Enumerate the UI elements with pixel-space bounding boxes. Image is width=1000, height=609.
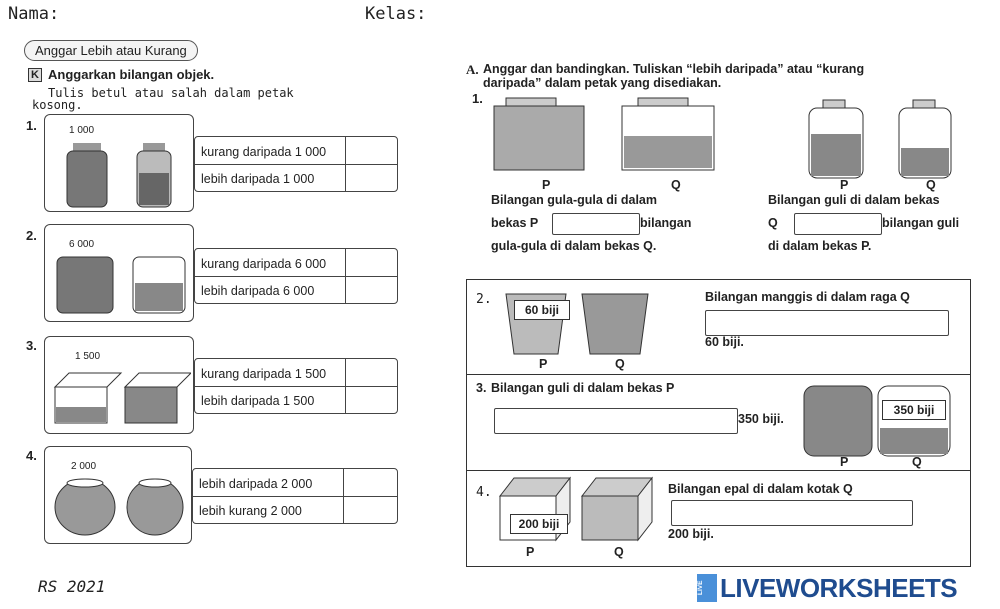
left-q3-number: 3.	[26, 338, 37, 353]
right-q4-number: 4.	[476, 485, 492, 500]
left-q1-answer2[interactable]	[347, 166, 395, 190]
left-q4-row1: lebih daripada 2 000	[199, 477, 313, 491]
right-q4-tail: 200 biji.	[668, 527, 714, 541]
containers-icon	[53, 253, 193, 317]
left-q1-row1: kurang daripada 1 000	[201, 145, 327, 159]
left-q3-row2: lebih daripada 1 500	[201, 394, 315, 408]
right-q1b-line3: di dalam bekas P.	[768, 239, 872, 253]
name-label: Nama:	[8, 4, 60, 24]
right-q1b-line2-post: bilangan guli	[882, 216, 960, 230]
right-q4-p: P	[526, 545, 535, 559]
left-q4-amount: 2 000	[71, 461, 97, 472]
right-q1b-q: Q	[926, 178, 936, 192]
left-q2-answer1[interactable]	[347, 251, 395, 275]
right-q1-number: 1.	[472, 91, 483, 106]
right-q2-p: P	[539, 357, 548, 371]
left-q1-picture	[44, 114, 194, 212]
right-q1a-q: Q	[671, 178, 681, 192]
right-q1a-line2-pre: bekas P	[491, 216, 539, 230]
baskets-icon	[500, 288, 660, 358]
right-q1a-line2-post: bilangan	[640, 216, 692, 230]
right-q1a-answer[interactable]	[552, 213, 640, 235]
brand-logo: LIVEWORKSHEETS	[720, 573, 958, 603]
right-q3-number: 3.	[476, 381, 487, 395]
left-q3-row1: kurang daripada 1 500	[201, 367, 327, 381]
left-q4-answer1[interactable]	[345, 471, 395, 495]
right-q4-q: Q	[614, 545, 624, 559]
section-title-line2: daripada” dalam petak yang disediakan.	[483, 76, 722, 90]
right-q2-q: Q	[615, 357, 625, 371]
left-q3-picture	[44, 336, 194, 434]
left-q4-number: 4.	[26, 448, 37, 463]
right-q1b-line2-pre: Q	[768, 216, 778, 230]
left-q3-answer1[interactable]	[347, 361, 395, 385]
marble-cylinders-icon	[800, 382, 960, 458]
class-label: Kelas:	[365, 4, 427, 24]
left-q1-amount: 1 000	[69, 125, 95, 136]
subtitle: Anggarkan bilangan objek.	[48, 67, 215, 82]
right-q1b-p: P	[840, 178, 849, 192]
right-q3-tail: 350 biji.	[738, 412, 784, 426]
left-q2-picture	[44, 224, 194, 322]
right-q3-answer[interactable]	[494, 408, 738, 434]
jars-icon	[61, 139, 181, 209]
left-q2-table	[194, 248, 398, 304]
right-q2-answer[interactable]	[705, 310, 949, 336]
candy-jars-icon	[490, 96, 730, 176]
signature: RS 2021	[38, 577, 106, 596]
bowls-icon	[51, 473, 191, 539]
left-q1-table	[194, 136, 398, 192]
k-badge: K	[28, 68, 42, 82]
right-q2-tail: 60 biji.	[705, 335, 744, 349]
left-q4-answer2[interactable]	[345, 498, 395, 522]
right-q1a-line3: gula-gula di dalam bekas Q.	[491, 239, 657, 253]
brand-badge: LIVE	[697, 574, 717, 602]
marble-jars-icon	[805, 98, 955, 180]
left-q1-row2: lebih daripada 1 000	[201, 172, 315, 186]
left-q4-row2: lebih kurang 2 000	[199, 504, 302, 518]
section-letter: A.	[466, 62, 479, 77]
right-q3-q: Q	[912, 455, 922, 469]
right-q1a-p: P	[542, 178, 551, 192]
boxes-icon	[51, 365, 191, 429]
right-q4-text: Bilangan epal di dalam kotak Q	[668, 482, 853, 496]
left-q4-picture	[44, 446, 192, 544]
left-q1-answer1[interactable]	[347, 139, 395, 163]
left-q3-answer2[interactable]	[347, 388, 395, 412]
right-q3-text: Bilangan guli di dalam bekas P	[491, 381, 675, 395]
left-q2-answer2[interactable]	[347, 278, 395, 302]
left-q3-table	[194, 358, 398, 414]
left-q1-number: 1.	[26, 118, 37, 133]
left-q2-row2: lebih daripada 6 000	[201, 284, 315, 298]
left-q3-amount: 1 500	[75, 351, 101, 362]
instruction-line1: Tulis betul atau salah dalam petak	[48, 86, 294, 100]
title-pill: Anggar Lebih atau Kurang	[24, 40, 198, 61]
left-q4-table	[192, 468, 398, 524]
right-q4-tag: 200 biji	[510, 514, 568, 534]
right-q1b-answer[interactable]	[794, 213, 882, 235]
left-q2-amount: 6 000	[69, 239, 95, 250]
right-q2-text: Bilangan manggis di dalam raga Q	[705, 290, 910, 304]
instruction-line2: kosong.	[32, 98, 83, 112]
right-q2-tag: 60 biji	[514, 300, 570, 320]
right-q4-answer[interactable]	[671, 500, 913, 526]
right-q3-p: P	[840, 455, 849, 469]
right-q2-number: 2.	[476, 292, 492, 307]
right-q1a-line1: Bilangan gula-gula di dalam	[491, 193, 657, 207]
section-title-line1: Anggar dan bandingkan. Tuliskan “lebih daripada” atau “kurang	[483, 62, 865, 76]
left-q2-row1: kurang daripada 6 000	[201, 257, 327, 271]
right-q3-tag: 350 biji	[882, 400, 946, 420]
right-q1b-line1: Bilangan guli di dalam bekas	[768, 193, 940, 207]
left-q2-number: 2.	[26, 228, 37, 243]
